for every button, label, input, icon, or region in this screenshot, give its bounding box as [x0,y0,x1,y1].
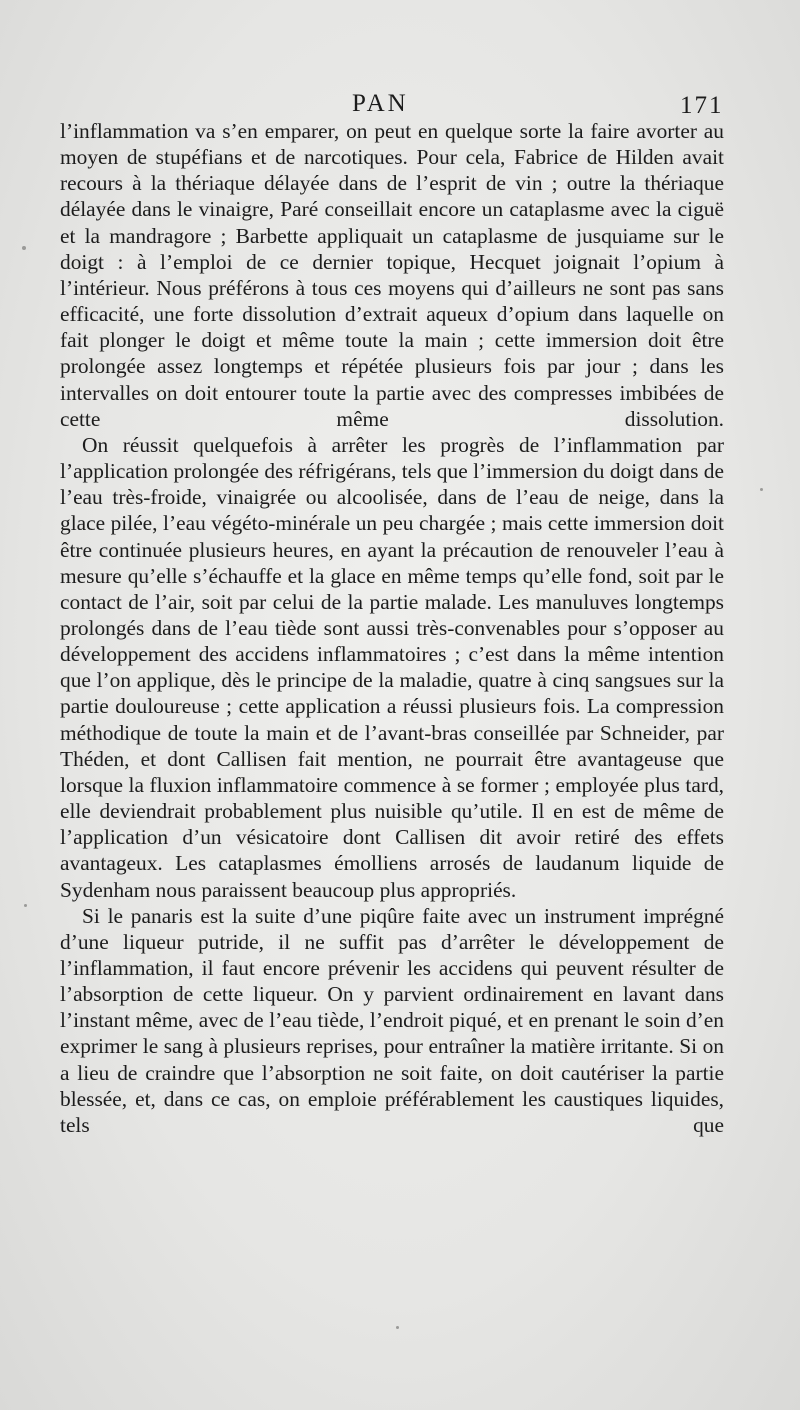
paragraph: On réussit quelquefois à arrêter les progrès de l’inflammation par l’application prolongée des réfrigérans, tels que l’immersion du doigt dans de l’eau très-froide, vinaigrée ou alcoolisée, dans de l’eau de neige, dans la glace pilée, l’eau végéto-minérale un peu chargée ; mais cette immersion doit être continuée plusieurs heures, en ayant la précaution de renouveler l’eau à mesure qu’elle s’échauffe et la glace en même temps qu’elle fond, soit par le contact de l’air, soit par celui de la partie malade. Les manuluves longtemps prolongés dans de l’eau tiède sont aussi très-convenables pour s’opposer au développement des accidens inflammatoires ; c’est dans la même intention que l’on applique, dès le principe de la maladie, quatre à cinq sangsues sur la partie douloureuse ; cette application a réussi plusieurs fois. La compression méthodique de toute la main et de l’avant-bras conseillée par Schneider, par Théden, et dont Callisen fait mention, ne pourrait être avantageuse que lorsque la fluxion inflammatoire commence à se former ; employée plus tard, elle deviendrait probablement plus nuisible qu’utile. Il en est de même de l’application d’un vésicatoire dont Callisen dit avoir retiré des effets avantageux. Les cataplasmes émolliens arrosés de laudanum liquide de Sydenham nous paraissent beaucoup plus appropriés. [60,432,724,902]
paper-speck [760,488,763,491]
paper-speck [22,246,26,250]
paragraph: l’inflammation va s’en emparer, on peut en quelque sorte la faire avorter au moyen de stupéfians et de narcotiques. Pour cela, Fabrice de Hilden avait recours à la thériaque délayée dans de l’esprit de vin ; outre la thériaque délayée dans le vinaigre, Paré conseillait encore un cataplasme avec la ciguë et la mandragore ; Barbette appliquait un cataplasme de jusquiame sur le doigt : à l’emploi de ce dernier topique, Hecquet joignait l’opium à l’intérieur. Nous préférons à tous ces moyens qui d’ailleurs ne sont pas sans efficacité, une forte dissolution d’extrait aqueux d’opium dans laquelle on fait plonger le doigt et même toute la main ; cette immersion doit être prolongée assez longtemps et répétée plusieurs fois par jour ; dans les intervalles on doit entourer toute la partie avec des compresses imbibées de cette même dissolution. [60,119,724,431]
paragraph: Si le panaris est la suite d’une piqûre faite avec un instrument imprégné d’une liqueur putride, il ne suffit pas d’arrêter le développement de l’inflammation, il faut encore prévenir les accidens qui peuvent résulter de l’absorption de cette liqueur. On y parvient ordinairement en lavant dans l’instant même, avec de l’eau tiède, l’endroit piqué, et en prenant le soin d’en exprimer le sang à plusieurs reprises, pour entraîner la matière irritante. Si on a lieu de craindre que l’absorption ne soit faite, on doit cautériser la partie blessée, et, dans ce cas, on emploie préférablement les caustiques liquides, tels que [60,903,724,1137]
body-text [60,118,724,1138]
page-number: 171 [680,92,724,119]
running-head: PAN [352,90,409,117]
paper-speck [396,1326,399,1329]
paper-speck [24,904,27,907]
